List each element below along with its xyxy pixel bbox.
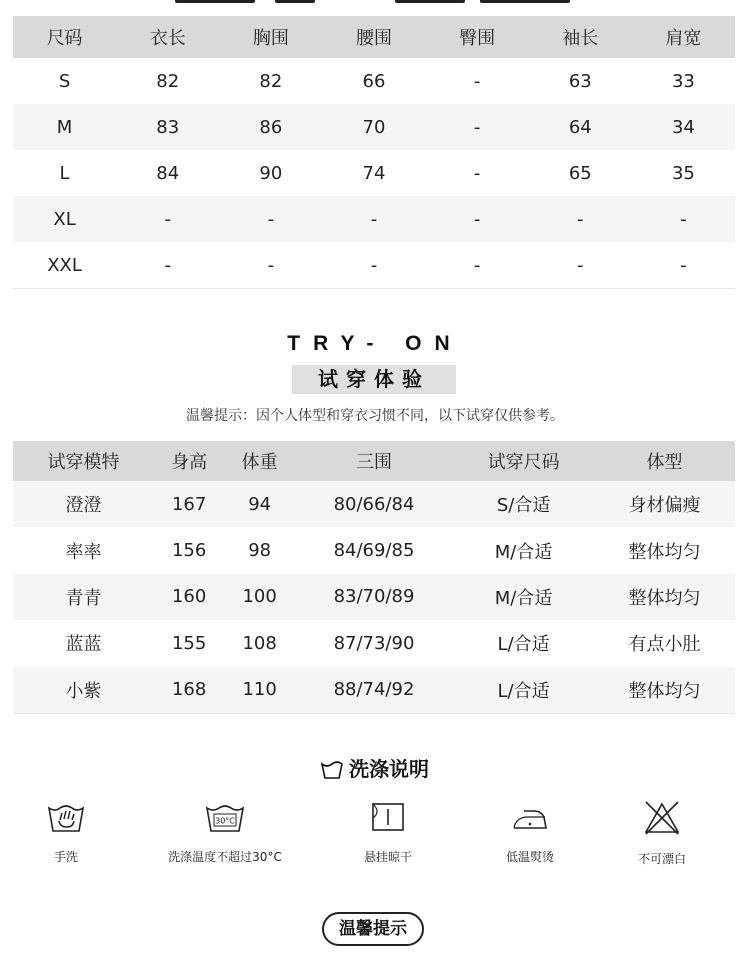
value-cell: -: [426, 104, 529, 150]
hand-wash-icon: [46, 800, 86, 834]
value-cell: M/合适: [453, 574, 594, 620]
header-cell: 衣长: [116, 16, 219, 58]
care-item-low-iron: [455, 800, 605, 865]
value-cell: -: [529, 242, 632, 289]
value-cell: 整体均匀: [594, 574, 735, 620]
value-cell: L/合适: [453, 667, 594, 714]
header-cell: 试穿模特: [13, 441, 154, 481]
value-cell: -: [116, 196, 219, 242]
table-row: [13, 527, 735, 573]
washing-title: [0, 753, 750, 782]
table-row: [13, 150, 735, 196]
header-cell: 试穿尺码: [453, 441, 594, 481]
value-cell: 34: [632, 104, 735, 150]
value-cell: 84: [116, 150, 219, 196]
value-cell: -: [426, 150, 529, 196]
size-cell: M: [13, 104, 116, 150]
value-cell: 70: [322, 104, 425, 150]
table-row: [13, 58, 735, 104]
value-cell: 33: [632, 58, 735, 104]
care-label: 悬挂晾干: [363, 850, 412, 864]
try-on-subtitle: 试穿体验: [292, 365, 456, 394]
value-cell: S/合适: [453, 481, 594, 527]
value-cell: 88/74/92: [295, 667, 453, 714]
value-cell: 身材偏瘦: [594, 481, 735, 527]
table-row: [13, 667, 735, 714]
table-row: [13, 481, 735, 527]
table-row: [13, 620, 735, 666]
value-cell: 35: [632, 150, 735, 196]
header-cell: 腰围: [322, 16, 425, 58]
try-on-tip: 温馨提示：因个人体型和穿衣习惯不同，以下试穿仅供参考。: [186, 408, 564, 424]
value-cell: -: [322, 196, 425, 242]
washtub-icon: [321, 761, 343, 779]
value-cell: 110: [224, 667, 294, 714]
size-cell: S: [13, 58, 116, 104]
table-row: [13, 242, 735, 289]
try-on-table: [13, 441, 735, 714]
value-cell: L/合适: [453, 620, 594, 666]
model-cell: 蓝蓝: [13, 620, 154, 666]
value-cell: -: [219, 196, 322, 242]
wash-30-icon: [204, 800, 246, 834]
value-cell: -: [219, 242, 322, 289]
value-cell: 80/66/84: [295, 481, 453, 527]
value-cell: M/合适: [453, 527, 594, 573]
temp-label: 30°C: [215, 816, 235, 826]
value-cell: -: [322, 242, 425, 289]
value-cell: 有点小肚: [594, 620, 735, 666]
table-row: [13, 574, 735, 620]
size-table-header: [13, 16, 735, 58]
value-cell: 64: [529, 104, 632, 150]
value-cell: 82: [116, 58, 219, 104]
value-cell: 167: [154, 481, 224, 527]
value-cell: 84/69/85: [295, 527, 453, 573]
value-cell: 74: [322, 150, 425, 196]
value-cell: -: [426, 242, 529, 289]
low-iron-icon: [510, 800, 550, 834]
value-cell: 87/73/90: [295, 620, 453, 666]
size-cell: L: [13, 150, 116, 196]
value-cell: 82: [219, 58, 322, 104]
care-label: 手洗: [53, 850, 78, 864]
size-cell: XL: [13, 196, 116, 242]
value-cell: -: [426, 58, 529, 104]
value-cell: 108: [224, 620, 294, 666]
model-cell: 青青: [13, 574, 154, 620]
care-item-hand-wash: [0, 800, 141, 865]
cropped-heading: [0, 0, 750, 3]
model-cell: 小紫: [13, 667, 154, 714]
try-table-header: [13, 441, 735, 481]
model-cell: 率率: [13, 527, 154, 573]
value-cell: -: [116, 242, 219, 289]
value-cell: -: [529, 196, 632, 242]
value-cell: 65: [529, 150, 632, 196]
header-cell: 袖长: [529, 16, 632, 58]
care-label: 洗涤温度不超过30°C: [168, 850, 282, 864]
value-cell: 94: [224, 481, 294, 527]
care-item-no-bleach: [587, 800, 737, 867]
line-dry-icon: [371, 800, 405, 834]
value-cell: 168: [154, 667, 224, 714]
header-cell: 尺码: [13, 16, 116, 58]
value-cell: 100: [224, 574, 294, 620]
value-cell: 63: [529, 58, 632, 104]
care-item-line-dry: [313, 800, 463, 865]
value-cell: 83: [116, 104, 219, 150]
washing-title-text: 洗涤说明: [349, 757, 429, 781]
value-cell: 155: [154, 620, 224, 666]
no-bleach-icon: [642, 800, 682, 836]
size-cell: XXL: [13, 242, 116, 289]
value-cell: -: [426, 196, 529, 242]
care-label: 低温熨烫: [505, 850, 554, 864]
value-cell: 98: [224, 527, 294, 573]
value-cell: 整体均匀: [594, 667, 735, 714]
header-cell: 胸围: [219, 16, 322, 58]
value-cell: 86: [219, 104, 322, 150]
care-label: 不可漂白: [637, 852, 686, 866]
header-cell: 体型: [594, 441, 735, 481]
header-cell: 三围: [295, 441, 453, 481]
header-cell: 体重: [224, 441, 294, 481]
value-cell: 66: [322, 58, 425, 104]
table-row: [13, 104, 735, 150]
header-cell: 身高: [154, 441, 224, 481]
value-cell: -: [632, 242, 735, 289]
header-cell: 臀围: [426, 16, 529, 58]
value-cell: -: [632, 196, 735, 242]
header-cell: 肩宽: [632, 16, 735, 58]
table-row: [13, 196, 735, 242]
value-cell: 160: [154, 574, 224, 620]
value-cell: 83/70/89: [295, 574, 453, 620]
care-item-wash-30: [150, 800, 300, 865]
reminder-badge: 温馨提示: [322, 912, 424, 946]
value-cell: 90: [219, 150, 322, 196]
size-chart-table: [13, 16, 735, 289]
try-on-title: TRY- ON: [287, 332, 463, 355]
value-cell: 整体均匀: [594, 527, 735, 573]
model-cell: 澄澄: [13, 481, 154, 527]
value-cell: 156: [154, 527, 224, 573]
